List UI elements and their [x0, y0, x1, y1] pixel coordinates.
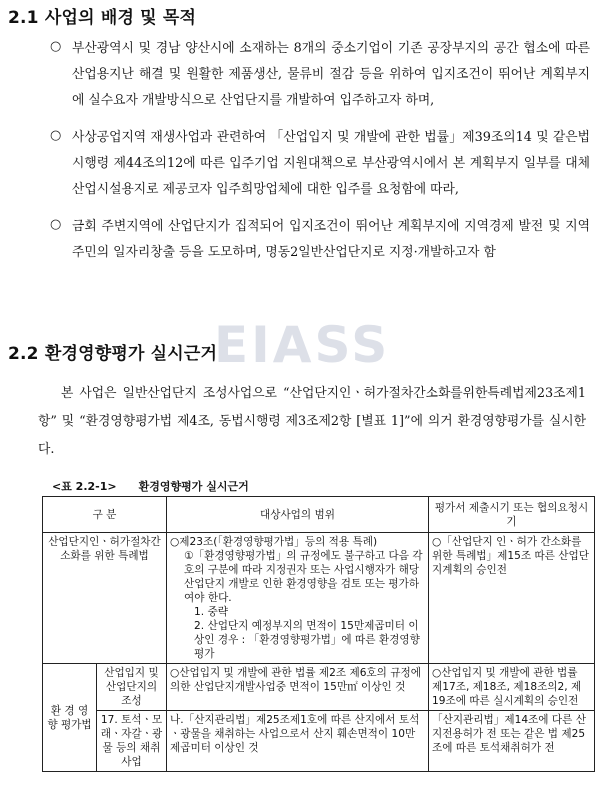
scope-bullet: ○산업입지 및 개발에 관한 법률 제2조 제6호의 규정에 의한 산업단지개발사업중 면적이 15만㎡ 이상인 것	[170, 667, 421, 693]
list-item	[0, 214, 602, 266]
table-title: 환경영향평가 실시근거	[138, 480, 249, 493]
scope-sub-item: 2. 산업단지 예정부지의 면적이 15만제곱미터 이상인 경우 : 「환경영향평가법」에 따른 환경영향평가	[194, 620, 420, 660]
row-timing: 「산지관리법」제14조에 다른 산지전용허가 전 또는 같은 법 제25조에 따른 토석채취허가 전	[429, 711, 595, 772]
circle-bullet-icon: ○	[50, 39, 62, 54]
list-item	[0, 36, 602, 114]
section-heading-basis: 2.2 환경영향평가 실시근거	[8, 344, 218, 364]
row-timing	[429, 664, 595, 711]
row-category: 산업단지인ㆍ허가절차간소화를 위한 특례법	[43, 533, 167, 664]
table-header-row	[43, 497, 595, 533]
timing-bullet: ○산업입지 및 개발에 관한 법률 제17조, 제18조, 제18조의2, 제19조에 따른 실시계획의 승인전	[432, 667, 582, 707]
header-timing: 평가서 제출시기 또는 협의요청시기	[429, 497, 595, 533]
header-category: 구 분	[43, 497, 167, 533]
scope-item: ①「환경영향평가법」의 규정에도 불구하고 다음 각 호의 구분에 따라 지정권자 또는 사업시행자가 해당 산업단지 개발로 인한 환경영향을 검토 또는 평가하여야 한다.	[184, 550, 423, 604]
background-bullet-list	[0, 36, 602, 277]
eiass-watermark: EIASS	[214, 316, 391, 374]
basis-paragraph: 본 사업은 일반산업단지 조성사업으로 “산업단지인ㆍ허가절차간소화를위한특례법제23조제1항” 및 “환경영향평가법 제4조, 동법시행령 제3조제2항 [별표 1]”에 의거 환경영향평가를 실시한다.	[38, 386, 586, 457]
header-scope: 대상사업의 범위	[167, 497, 429, 533]
row-scope	[167, 533, 429, 664]
table-number: <표 2.2-1>	[52, 480, 117, 493]
table-row	[43, 533, 595, 664]
timing-bullet: ○「산업단지 인ㆍ허가 간소화를 위한 특례법」제15조 따른 산업단지계획의 승인전	[432, 536, 589, 576]
scope-bullet: ○제23조(「환경영향평가법」등의 적용 특례)	[170, 536, 378, 548]
table-row	[43, 711, 595, 772]
row-group: 환 경 영 향 평가법	[43, 664, 97, 772]
table-row	[43, 664, 595, 711]
row-scope: 나.「산지관리법」제25조제1호에 따른 산지에서 토석ㆍ광물을 채취하는 사업으로서 산지 훼손면적이 10만 제곱미터 이상인 것	[167, 711, 429, 772]
timing-text: 산업입지 및 개발에 관한 법률 제17조, 제18조, 제18조의2, 제19조에 따른 실시계획의 승인전	[432, 667, 582, 707]
row-scope	[167, 664, 429, 711]
timing-text: 「산업단지 인ㆍ허가 간소화를 위한 특례법」제15조 따른 산업단지계획의 승인전	[432, 536, 589, 576]
table-caption	[52, 478, 249, 494]
scope-text: 산업입지 및 개발에 관한 법률 제2조 제6호의 규정에 의한 산업단지개발사업중 면적이 15만㎡ 이상인 것	[170, 667, 421, 693]
scope-sub-item: 1. 중략	[194, 606, 228, 618]
bullet-text: 부산광역시 및 경남 양산시에 소재하는 8개의 중소기업이 기존 공장부지의 공간 협소에 따른 산업용지난 해결 및 원활한 제품생산, 물류비 절감 등을 위하여 입지조건이 뛰어난 계획부지에 실수요자 개발방식으로 산업단지를 개발하여 입주하고자 하며,	[72, 41, 590, 108]
circle-bullet-icon: ○	[50, 217, 62, 232]
bullet-text: 사상공업지역 재생사업과 관련하여 「산업입지 및 개발에 관한 법률」제39조의14 및 같은법 시행령 제44조의12에 따른 입주기업 지원대책으로 부산광역시에서 본 계획부지 일부를 대체산업시설용지로 제공코자 입주희망업체에 대한 입주를 요청함에 따라,	[72, 130, 590, 197]
circle-bullet-icon: ○	[50, 128, 62, 143]
row-subcategory: 산업입지 및 산업단지의 조성	[97, 664, 167, 711]
scope-title: 제23조(「환경영향평가법」등의 적용 특례)	[179, 536, 378, 548]
bullet-text: 금회 주변지역에 산업단지가 집적되어 입지조건이 뛰어난 계획부지에 지역경제 발전 및 지역 주민의 일자리창출 등을 도모하며, 명동2일반산업단지로 지정·개발하고자 함	[72, 219, 590, 260]
list-item	[0, 125, 602, 203]
row-timing	[429, 533, 595, 664]
section-heading-background: 2.1 사업의 배경 및 목적	[8, 8, 197, 28]
row-subcategory: 17. 토석ㆍ모래ㆍ자갈ㆍ광물 등의 채취사업	[97, 711, 167, 772]
eia-basis-table	[42, 496, 595, 772]
